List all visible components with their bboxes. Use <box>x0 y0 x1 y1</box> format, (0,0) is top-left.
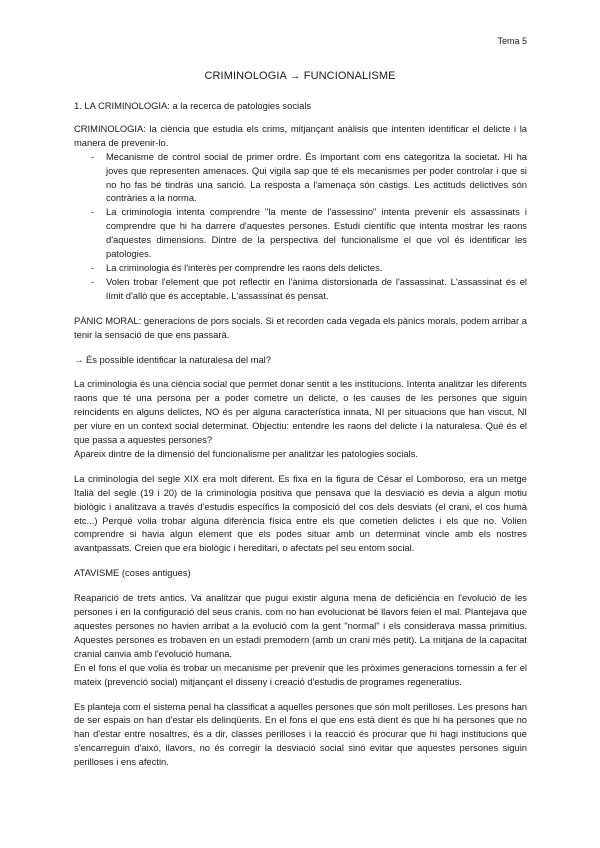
list-item: - La criminologia intenta comprendre "la mente de l'assessino" intenta prevenir els assassinats i comprendre que hi ha darrere d'aquestes persones. Estudi científic que intenta mostrar les raons d'aquestes dimensions. Dintre de la perspectiva del funcionalisme el que vol és identificar les patologies. <box>106 205 527 261</box>
list-item: - La criminologia és l'interès per comprendre les raons dels delictes. <box>106 261 527 275</box>
definition-paragraph: CRIMINOLOGIA: la ciència que estudia els crims, mitjançant anàlisis que intenten identificar el delicte i la manera de prevenir-lo. <box>74 122 527 148</box>
document-body <box>74 99 527 769</box>
paragraph: Apareix dintre de la dimensió del funcionalisme per analitzar les patologies socials. <box>74 447 418 459</box>
panic-paragraph: PÀNIC MORAL: generacions de pors socials. Si et recorden cada vegada els pànics morals, podem arribar a tenir la sensació de que ens passarà. <box>74 314 527 340</box>
topic-header: Tema 5 <box>497 36 527 46</box>
paragraph: Es planteja com el sistema penal ha classificat a aquelles persones que són molt perilloses. Les presons han de ser espais on han d'estar els delinqüents. En el fons el que ens està dient és que hi ha persones que no han d'estar entre nosaltres, és a dir, classes perilloses i la reacció és procurar que hi hagi institucions que s'encarreguin d'això, llavors, no és corregir la desviació social sinó evitar que aquestes persones siguin perilloses i ens afectin. <box>74 700 527 768</box>
question-line: → És possible identificar la naturalesa del mal? <box>74 353 271 365</box>
paragraph: En el fons el que volia és trobar un mecanisme per prevenir que les pròximes generacions tornessin a fer el mateix (prevenció social) mitjançant el disseny i creació d'estudis de programes regeneratius. <box>74 661 527 687</box>
section-heading: 1. LA CRIMINOLOGIA: a la recerca de patologies socials <box>74 100 312 111</box>
atavisme-heading: ATAVISME (coses antigues) <box>74 567 191 579</box>
page-title: CRIMINOLOGIA → FUNCIONALISME <box>204 70 396 82</box>
paragraph: La criminologia del segle XIX era molt diferent. Es fixa en la figura de César el Lomboroso, era un metge Italià del segle (19 i 20) de la criminologia positiva que pensava que la desviació es devia a algun motiu biològic i analitzava a través d'estudis específics la composició del cos dels desviats (el crani, el cos humà etc...) Perquè volia trobar alguna diferència física entre els que cometien delictes i els que no. Volien comprendre si havia algun element que els podes situar amb un determinat vincle amb els nostres avantpassats. Creien que era biològic i hereditari, o afectats pel seu entorn social. <box>74 472 527 554</box>
list-item: - Volen trobar l'element que pot reflectir en l'ànima distorsionada de l'assassinat. L'assassinat és el límit d'allò que és acceptable. L'assassinat és pensat. <box>106 275 527 303</box>
list-item: - Mecanisme de control social de primer ordre. És important com ens categoritza la societat. Hi ha joves que representen amenaces. Qui vigila sap que té els mecanismes per poder controlar i que si no ho fas bé tindràs una sanció. La resposta a l'amenaça són càstigs. Les actituds delictives són contràries a la norma. <box>106 150 527 206</box>
paragraph: La criminologia és una ciència social que permet donar sentit a les institucions. Intenta analitzar les diferents raons que té una persona per a poder cometre un delicte, o les causes de les persones que siguin reincidents en alguns delictes, NO és per alguna característica innata, NI per situacions que han viscut, NI per viure en un context social determinat. Objectiu: entendre les raons del delicte i la naturalesa. Què és el que passa a aquestes persones? <box>74 378 527 446</box>
paragraph: Reaparició de trets antics. Va analitzar que pugui existir alguna mena de deficiència en l'evolució de les persones i en la configuració del seus cranis. com no han evolucionat bé llavors feien el mal. Plantejava que aquestes persones no havien arribat a la evolució com la gent "normal" i els considerava massa primitius. Aquestes persones es trobaven en un estadi premodern (amb un crani més petit). La mitjana de la capacitat cranial canvia amb l'evolució humana. <box>74 592 527 659</box>
bullet-list <box>74 150 527 303</box>
